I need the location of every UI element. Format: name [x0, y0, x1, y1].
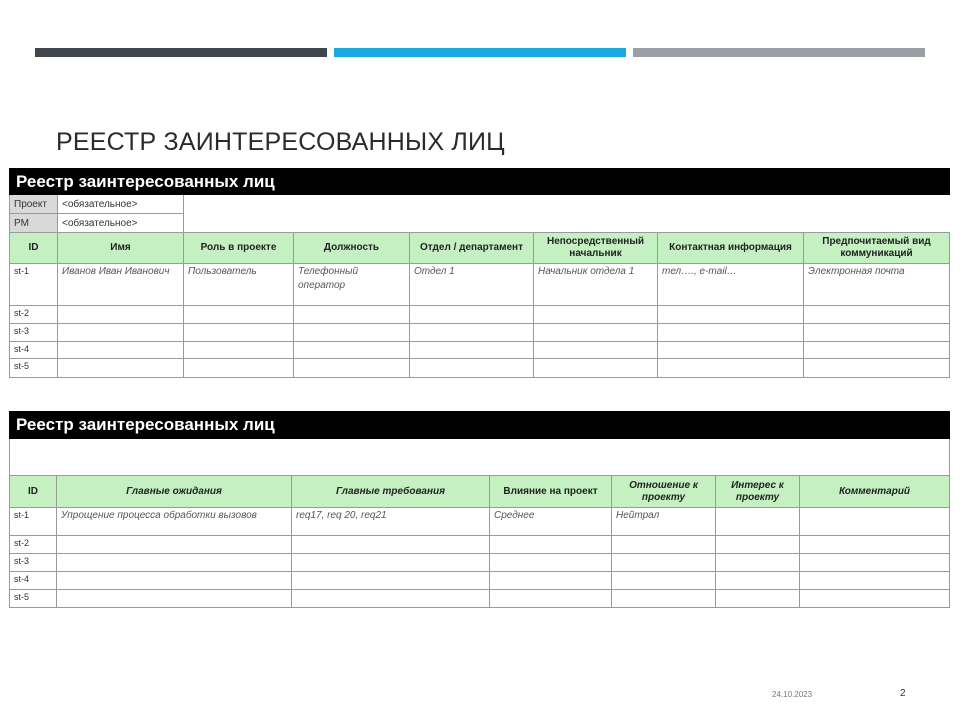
cell[interactable]	[534, 306, 658, 324]
cell[interactable]	[294, 306, 410, 324]
cell[interactable]	[294, 342, 410, 359]
row-id: st-4	[10, 572, 57, 590]
stakeholder-analysis-table	[9, 411, 950, 608]
cell[interactable]	[184, 306, 294, 324]
column-header: Влияние на проект	[490, 476, 612, 508]
cell[interactable]	[490, 536, 612, 554]
cell[interactable]	[658, 306, 804, 324]
accent-bar-gray	[633, 48, 925, 57]
cell[interactable]	[294, 324, 410, 342]
cell[interactable]	[804, 342, 950, 359]
cell[interactable]	[716, 590, 800, 608]
column-header: Должность	[294, 233, 410, 264]
cell[interactable]	[294, 359, 410, 378]
cell[interactable]	[716, 554, 800, 572]
accent-bar-dark	[35, 48, 327, 57]
table-banner: Реестр заинтересованных лиц	[10, 412, 950, 439]
cell[interactable]	[57, 590, 292, 608]
column-header: Контактная информация	[658, 233, 804, 264]
row-id: st-2	[10, 536, 57, 554]
meta-label-project: Проект	[10, 195, 58, 214]
row-id: st-1	[10, 264, 58, 306]
column-header: Интерес к проекту	[716, 476, 800, 508]
cell-position[interactable]: Телефонный оператор	[294, 264, 410, 306]
column-header: ID	[10, 476, 57, 508]
row-id: st-3	[10, 554, 57, 572]
meta-empty-area	[184, 195, 950, 233]
cell[interactable]	[57, 554, 292, 572]
cell-attitude[interactable]: Нейтрал	[612, 508, 716, 536]
column-header: Главные ожидания	[57, 476, 292, 508]
column-header: Имя	[58, 233, 184, 264]
cell[interactable]	[58, 359, 184, 378]
meta-label-pm: PM	[10, 214, 58, 233]
meta-value-pm[interactable]: <обязательное>	[58, 214, 184, 233]
row-id: st-4	[10, 342, 58, 359]
cell[interactable]	[800, 554, 950, 572]
cell[interactable]	[292, 554, 490, 572]
cell[interactable]	[804, 306, 950, 324]
cell-requirements[interactable]: req17, req 20, req21	[292, 508, 490, 536]
cell[interactable]	[490, 554, 612, 572]
cell[interactable]	[612, 536, 716, 554]
cell[interactable]	[658, 342, 804, 359]
accent-bar-blue	[334, 48, 626, 57]
cell[interactable]	[612, 590, 716, 608]
cell-manager[interactable]: Начальник отдела 1	[534, 264, 658, 306]
table-banner: Реестр заинтересованных лиц	[10, 169, 950, 195]
stakeholder-register-table	[9, 168, 950, 378]
column-header: Комментарий	[800, 476, 950, 508]
column-header: Предпочитаемый вид коммуникаций	[804, 233, 950, 264]
table-row	[10, 572, 950, 590]
cell[interactable]	[292, 590, 490, 608]
cell[interactable]	[410, 342, 534, 359]
cell[interactable]	[800, 590, 950, 608]
slide-date: 24.10.2023	[772, 690, 813, 699]
meta-value-project[interactable]: <обязательное>	[58, 195, 184, 214]
cell[interactable]	[800, 572, 950, 590]
cell[interactable]	[410, 359, 534, 378]
cell[interactable]	[658, 324, 804, 342]
cell-name[interactable]: Иванов Иван Иванович	[58, 264, 184, 306]
cell[interactable]	[716, 572, 800, 590]
cell-role[interactable]: Пользователь	[184, 264, 294, 306]
cell-contact[interactable]: тел…., e-mail…	[658, 264, 804, 306]
cell[interactable]	[490, 572, 612, 590]
cell[interactable]	[804, 324, 950, 342]
page-number: 2	[900, 688, 906, 699]
cell[interactable]	[292, 536, 490, 554]
slide-title: РЕЕСТР ЗАИНТЕРЕСОВАННЫХ ЛИЦ	[56, 128, 505, 156]
cell[interactable]	[184, 342, 294, 359]
cell[interactable]	[612, 554, 716, 572]
cell[interactable]	[410, 324, 534, 342]
cell[interactable]	[804, 359, 950, 378]
cell-interest[interactable]	[716, 508, 800, 536]
table-row	[10, 264, 950, 306]
column-header: Отдел / департамент	[410, 233, 534, 264]
table-row	[10, 554, 950, 572]
cell-comment[interactable]	[800, 508, 950, 536]
row-id: st-3	[10, 324, 58, 342]
cell[interactable]	[534, 359, 658, 378]
cell[interactable]	[410, 306, 534, 324]
cell-department[interactable]: Отдел 1	[410, 264, 534, 306]
column-header: Главные требования	[292, 476, 490, 508]
cell[interactable]	[716, 536, 800, 554]
cell[interactable]	[534, 342, 658, 359]
cell[interactable]	[184, 324, 294, 342]
cell[interactable]	[534, 324, 658, 342]
cell[interactable]	[658, 359, 804, 378]
table-row	[10, 359, 950, 378]
table-row	[10, 324, 950, 342]
cell[interactable]	[57, 536, 292, 554]
cell[interactable]	[58, 342, 184, 359]
table-row	[10, 306, 950, 324]
row-id: st-5	[10, 590, 57, 608]
empty-row	[10, 439, 950, 476]
cell[interactable]	[58, 324, 184, 342]
cell[interactable]	[58, 306, 184, 324]
column-header: Отношение к проекту	[612, 476, 716, 508]
row-id: st-2	[10, 306, 58, 324]
column-header: ID	[10, 233, 58, 264]
table-row	[10, 536, 950, 554]
column-header: Роль в проекте	[184, 233, 294, 264]
cell[interactable]	[184, 359, 294, 378]
table-row	[10, 342, 950, 359]
cell[interactable]	[800, 536, 950, 554]
table-row	[10, 590, 950, 608]
table-row	[10, 508, 950, 536]
cell-expectations[interactable]: Упрощение процесса обработки вызовов	[57, 508, 292, 536]
row-id: st-5	[10, 359, 58, 378]
cell[interactable]	[490, 590, 612, 608]
column-header: Непосредственный начальник	[534, 233, 658, 264]
cell-communication[interactable]: Электронная почта	[804, 264, 950, 306]
cell[interactable]	[57, 572, 292, 590]
cell-influence[interactable]: Среднее	[490, 508, 612, 536]
row-id: st-1	[10, 508, 57, 536]
cell[interactable]	[292, 572, 490, 590]
cell[interactable]	[612, 572, 716, 590]
